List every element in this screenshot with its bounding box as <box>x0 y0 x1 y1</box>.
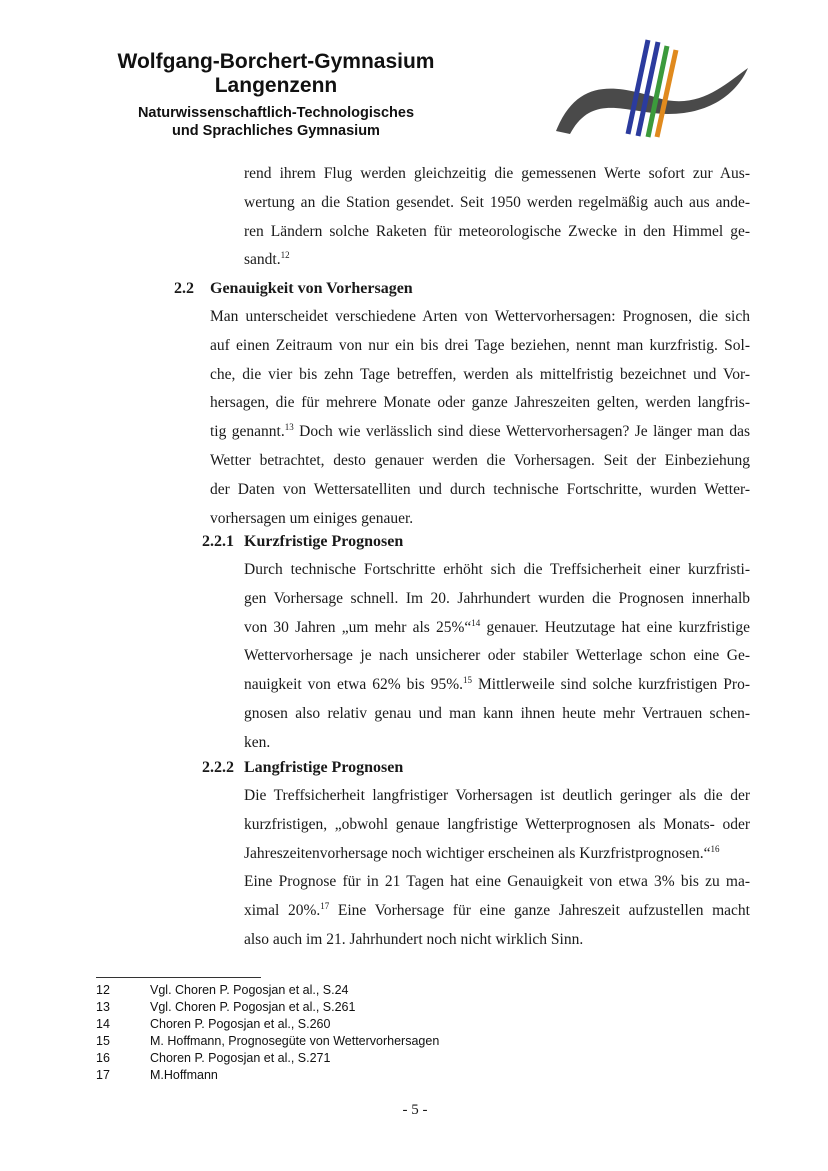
section-heading-2-2 <box>174 278 413 300</box>
logo-stripe-orange <box>657 50 676 137</box>
text-line: auf einen Zeitraum von nur ein bis drei Tage beziehen, nennt man kurzfristig. Sol- <box>210 336 750 354</box>
section-2-2-2-paragraph <box>244 782 750 955</box>
text-line <box>244 840 750 869</box>
section-number: 2.2.2 <box>202 759 234 776</box>
section-title: Kurzfristige Prognosen <box>244 533 404 550</box>
footnote-text: M. Hoffmann, Prognosegüte von Wettervorhersagen <box>150 1034 440 1048</box>
footnote-number: 17 <box>96 1068 110 1082</box>
school-name-line1: Wolfgang-Borchert-Gymnasium <box>117 50 435 73</box>
footnote-ref: 17 <box>320 901 330 912</box>
school-name <box>96 50 456 98</box>
footnote-ref: 16 <box>710 843 720 854</box>
text-line: gen Vorhersage schnell. Im 20. Jahrhundert wurden die Prognosen innerhalb <box>244 589 750 607</box>
text-line <box>244 671 750 700</box>
text-line: Wetter betrachtet, desto genauer werden die Vorhersagen. Seit der Einbeziehung <box>210 451 750 469</box>
footnote-number: 15 <box>96 1034 110 1048</box>
text-fragment: Doch wie verlässlich sind diese Wettervorhersagen? Je länger man das <box>293 423 750 441</box>
text-line: wertung an die Station gesendet. Seit 1950 werden regelmäßig auch aus ande- <box>244 193 750 211</box>
section-heading-2-2-1 <box>202 531 403 553</box>
text-line: ren Ländern solche Raketen für meteorologische Zwecke in den Himmel ge- <box>244 222 750 240</box>
section-title: Langfristige Prognosen <box>244 759 404 776</box>
text-line: hersagen, die für mehrere Monate oder ganze Jahreszeiten gelten, werden langfris- <box>210 394 750 412</box>
section-title: Genauigkeit von Vorhersagen <box>210 280 413 297</box>
text-line: Die Treffsicherheit langfristiger Vorhersagen ist deutlich geringer als die der <box>244 787 750 804</box>
text-line: Eine Prognose für in 21 Tagen hat eine Genauigkeit von etwa 3% bis zu ma- <box>244 873 750 891</box>
section-number: 2.2.1 <box>202 533 234 550</box>
footnote-number: 12 <box>96 983 110 997</box>
school-subtitle-line2: und Sprachliches Gymnasium <box>172 123 380 139</box>
page-number: - 5 - <box>402 1102 428 1118</box>
footnotes <box>96 982 696 1084</box>
text-fragment: von 30 Jahren „um mehr als 25%“ <box>244 618 472 636</box>
footnote <box>96 982 696 999</box>
footnote-number: 16 <box>96 1051 110 1065</box>
school-logo <box>548 36 753 141</box>
logo-stripe-blue-1 <box>628 40 648 134</box>
text-line: gnosen also relativ genau und man kann ihnen heute mehr Vertrauen schen- <box>244 704 750 722</box>
footnote <box>96 999 696 1016</box>
text-line: sandt. <box>244 251 281 269</box>
text-fragment: Eine Vorhersage für eine ganze Jahreszeit aufzustellen macht <box>329 902 750 920</box>
footnote <box>96 1016 696 1033</box>
intro-paragraph <box>244 160 750 275</box>
footnote-ref: 12 <box>280 250 290 261</box>
footnote-separator <box>96 977 261 978</box>
footnote-text: Choren P. Pogosjan et al., S.271 <box>150 1051 331 1065</box>
text-line <box>244 614 750 643</box>
text-line <box>244 897 750 926</box>
text-line: che, die vier bis zehn Tage betreffen, werden als mittelfristig bezeichnet und Vor- <box>210 365 750 383</box>
text-line: Durch technische Fortschritte erhöht sich die Treffsicherheit einer kurzfristi- <box>244 561 750 578</box>
text-fragment: genauer. Heutzutage hat eine kurzfristige <box>480 618 751 636</box>
text-fragment: tig genannt. <box>210 423 285 441</box>
footnote-text: Vgl. Choren P. Pogosjan et al., S.24 <box>150 983 349 997</box>
footnote-text: Vgl. Choren P. Pogosjan et al., S.261 <box>150 1000 356 1014</box>
text-line <box>244 246 750 275</box>
text-line: rend ihrem Flug werden gleichzeitig die gemessenen Werte sofort zur Aus- <box>244 165 750 182</box>
text-fragment: Mittlerweile sind solche kurzfristigen Pro- <box>472 676 750 694</box>
footnote-number: 13 <box>96 1000 110 1014</box>
section-2-2-1-paragraph <box>244 556 750 758</box>
footnote-ref: 15 <box>463 675 473 686</box>
text-line: ken. <box>244 733 271 751</box>
text-line: Man unterscheidet verschiedene Arten von Wettervorhersagen: Prognosen, die sich <box>210 308 750 325</box>
text-line: also auch im 21. Jahrhundert noch nicht wirklich Sinn. <box>244 930 584 948</box>
text-line: vorhersagen um einiges genauer. <box>210 509 414 527</box>
section-2-2-paragraph <box>210 303 750 533</box>
text-fragment: Jahreszeitenvorhersage noch wichtiger erscheinen als Kurzfristprognosen.“ <box>244 844 711 862</box>
school-name-line2: Langenzenn <box>214 74 338 97</box>
footnote-number: 14 <box>96 1017 110 1031</box>
text-line: Wettervorhersage je nach unsicherer oder stabiler Wetterlage schon eine Ge- <box>244 647 750 665</box>
footnote <box>96 1050 696 1067</box>
text-line: kurzfristigen, „obwohl genaue langfristige Wetterprognosen als Monats- oder <box>244 815 750 833</box>
text-fragment: nauigkeit von etwa 62% bis 95%. <box>244 676 464 694</box>
footnote <box>96 1067 696 1084</box>
footnote-text: Choren P. Pogosjan et al., S.260 <box>150 1017 331 1031</box>
text-fragment: ximal 20%. <box>244 902 321 920</box>
text-line <box>210 418 750 447</box>
footnote-ref: 13 <box>284 422 294 433</box>
section-heading-2-2-2 <box>202 757 403 779</box>
section-number: 2.2 <box>174 280 194 297</box>
footnote-text: M.Hoffmann <box>150 1068 218 1082</box>
footnote <box>96 1033 696 1050</box>
text-line: der Daten von Wettersatelliten und durch technische Fortschritte, wurden Wetter- <box>210 480 750 498</box>
school-subtitle-line1: Naturwissenschaftlich-Technologisches <box>137 105 415 121</box>
logo-stripe-blue-2 <box>638 42 658 136</box>
school-subtitle <box>96 104 456 140</box>
footnote-ref: 14 <box>471 617 481 628</box>
